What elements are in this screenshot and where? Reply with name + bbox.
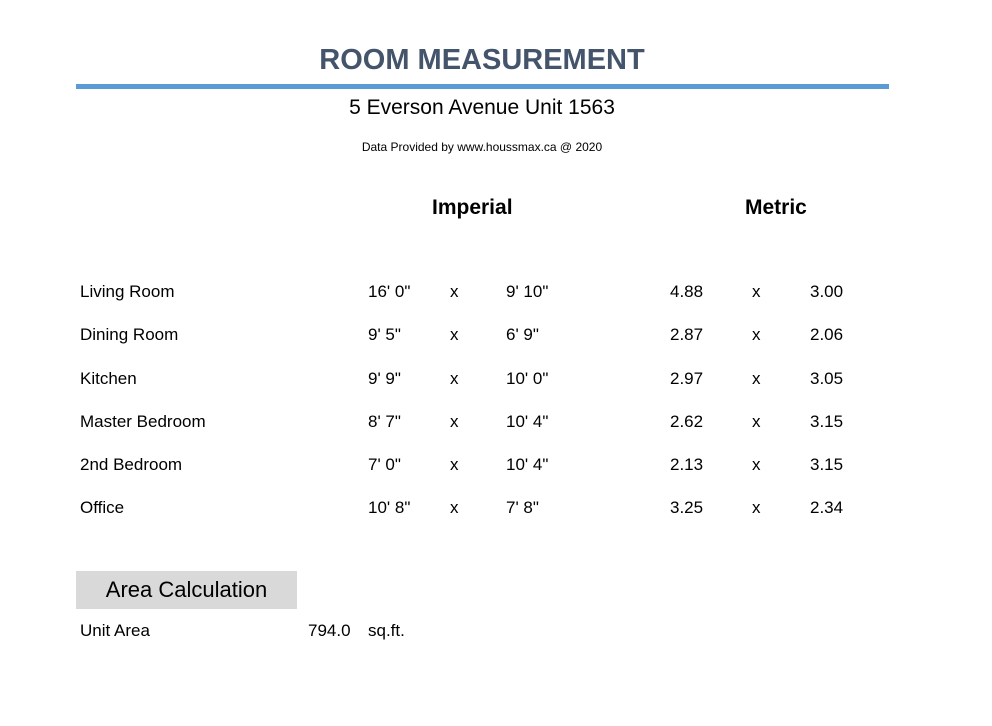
imperial-width: 8' 7" [368, 412, 401, 431]
room-row-living-room [0, 282, 992, 304]
unit-area-label: Unit Area [80, 621, 150, 640]
room-row-kitchen [0, 369, 992, 391]
unit-area-value: 794.0 [308, 621, 351, 640]
metric-separator: x [752, 498, 761, 517]
metric-width: 2.87 [670, 325, 704, 344]
metric-width: 4.88 [670, 282, 704, 301]
metric-length: 2.34 [810, 498, 844, 517]
imperial-separator: x [450, 412, 459, 431]
metric-width: 2.62 [670, 412, 704, 431]
unit-area-unit: sq.ft. [368, 621, 405, 640]
imperial-separator: x [450, 498, 459, 517]
metric-separator: x [752, 412, 761, 431]
room-name: Office [80, 498, 125, 517]
area-calculation-heading: Area Calculation [76, 571, 297, 609]
imperial-width: 10' 8" [368, 498, 411, 517]
page-title: ROOM MEASUREMENT [319, 44, 645, 76]
imperial-width: 9' 9" [368, 369, 401, 388]
title-divider [76, 84, 889, 89]
room-name: Dining Room [80, 325, 179, 344]
imperial-length: 10' 0" [506, 369, 549, 388]
metric-length: 3.05 [810, 369, 844, 388]
imperial-length: 6' 9" [506, 325, 539, 344]
metric-width: 2.97 [670, 369, 704, 388]
imperial-separator: x [450, 282, 459, 301]
imperial-width: 7' 0" [368, 455, 401, 474]
imperial-length: 10' 4" [506, 412, 549, 431]
room-name: Kitchen [80, 369, 137, 388]
metric-length: 2.06 [810, 325, 844, 344]
imperial-width: 16' 0" [368, 282, 411, 301]
room-row-office [0, 498, 992, 520]
metric-separator: x [752, 325, 761, 344]
imperial-separator: x [450, 369, 459, 388]
room-row-dining-room [0, 325, 992, 347]
property-address: 5 Everson Avenue Unit 1563 [349, 96, 615, 119]
imperial-length: 10' 4" [506, 455, 549, 474]
data-source-note: Data Provided by www.houssmax.ca @ 2020 [361, 140, 603, 154]
imperial-separator: x [450, 325, 459, 344]
metric-length: 3.00 [810, 282, 844, 301]
imperial-column-header: Imperial [432, 196, 513, 219]
metric-width: 2.13 [670, 455, 704, 474]
imperial-length: 9' 10" [506, 282, 549, 301]
imperial-width: 9' 5" [368, 325, 401, 344]
metric-column-header: Metric [745, 196, 807, 219]
room-row-2nd-bedroom [0, 455, 992, 477]
metric-length: 3.15 [810, 412, 844, 431]
metric-length: 3.15 [810, 455, 844, 474]
room-name: 2nd Bedroom [80, 455, 183, 474]
room-row-master-bedroom [0, 412, 992, 434]
metric-separator: x [752, 369, 761, 388]
imperial-length: 7' 8" [506, 498, 539, 517]
room-name: Master Bedroom [80, 412, 206, 431]
metric-width: 3.25 [670, 498, 704, 517]
imperial-separator: x [450, 455, 459, 474]
metric-separator: x [752, 455, 761, 474]
metric-separator: x [752, 282, 761, 301]
room-name: Living Room [80, 282, 175, 301]
